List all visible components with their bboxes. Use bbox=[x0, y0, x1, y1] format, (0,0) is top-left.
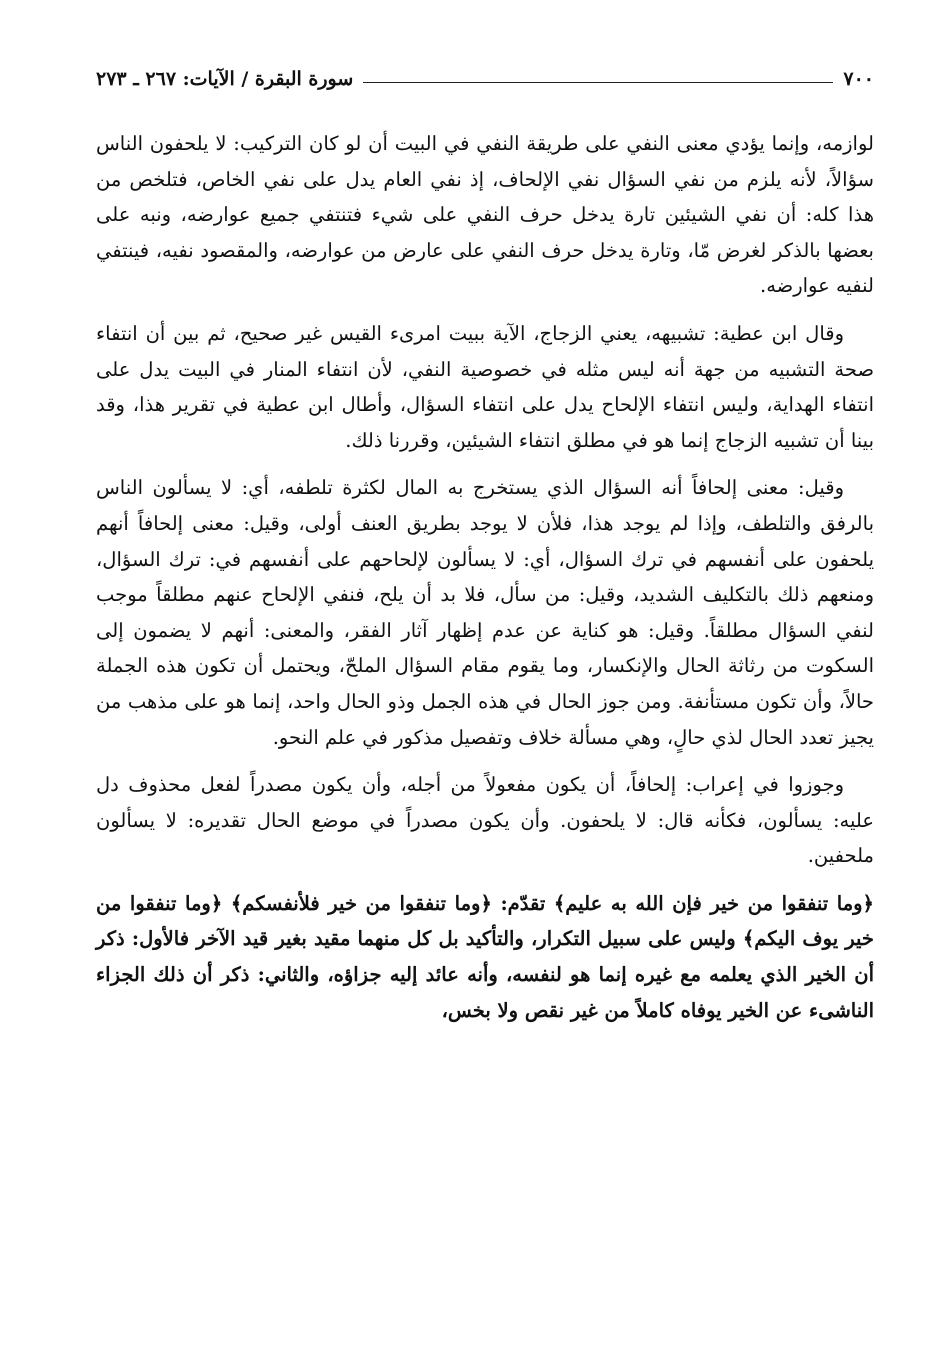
paragraph: وقال ابن عطية: تشبيهه، يعني الزجاج، الآية ببيت امرىء القيس غير صحيح، ثم بين أن انتفاء صحة التشبيه من جهة أنه ليس مثله في خصوصية النفي، لأن انتفاء المنار في البيت يدل على انتفاء الهداية، وليس انتفاء الإلحاح يدل على انتفاء السؤال، وأطال ابن عطية في تقرير هذا، وقد بينا أن تشبيه الزجاج إنما هو في مطلق انتفاء الشيئين، وقررنا ذلك. bbox=[96, 321, 874, 452]
paragraph: لوازمه، وإنما يؤدي معنى النفي على طريقة النفي في البيت أن لو كان التركيب: لا يلحفون الناس سؤالاً، لأنه يلزم من نفي السؤال نفي الإلحاف، إذ نفي العام يدل على نفي الخاص، فتلخص من هذا كله: أن نفي الشيئين تارة يدخل حرف النفي على شيء فتنتفي جميع عوارضه، ونبه على بعضها بالذكر لغرض مّا، وتارة يدخل حرف النفي على عارض من عوارضه، والمقصود نفيه، فينتفي لنفيه عوارضه. bbox=[96, 132, 874, 298]
paragraph: وجوزوا في إعراب: إلحافاً، أن يكون مفعولاً من أجله، وأن يكون مصدراً لفعل محذوف دل عليه: يسألون، فكأنه قال: لا يلحفون. وأن يكون مصدراً في موضع الحال تقديره: لا يسألون ملحفين. bbox=[96, 773, 874, 868]
page-number: ٧٠٠ bbox=[843, 68, 874, 90]
page-header bbox=[96, 60, 874, 90]
book-page bbox=[96, 60, 874, 1040]
running-title: سورة البقرة / الآيات: ٢٦٧ ـ ٢٧٣ bbox=[96, 68, 354, 90]
header-rule bbox=[363, 82, 833, 83]
paragraph: وقيل: معنى إلحافاً أنه السؤال الذي يستخرج به المال لكثرة تلطفه، أي: لا يسألون الناس بالرفق والتلطف، وإذا لم يوجد هذا، فلأن لا يوجد بطريق العنف أولى، وقيل: معنى إلحافاً أنهم يلحفون على أنفسهم في ترك السؤال، أي: لا يسألون لإلحاحهم على أنفسهم في: ترك السؤال، ومنعهم ذلك بالتكليف الشديد، وقيل: من سأل، فلا بد أن يلح، فنفي الإلحاح عنهم مطلقاً موجب لنفي السؤال مطلقاً. وقيل: هو كناية عن عدم إظهار آثار الفقر، والمعنى: أنهم لا يضمون إلى السكوت من رثاثة الحال والإنكسار، وما يقوم مقام السؤال الملحّ، ويحتمل أن تكون هذه الجملة حالاً، وأن تكون مستأنفة. ومن جوز الحال في هذه الجمل وذو الحال واحد، إنما هو على مذهب من يجيز تعدد الحال لذي حالٍ، وهي مسألة خلاف وتفصيل مذكور في علم النحو. bbox=[96, 476, 874, 749]
paragraph: ﴿وما تنفقوا من خير فإن الله به عليم﴾ تقدّم: ﴿وما تنفقوا من خير فلأنفسكم﴾ ﴿وما تنفقوا من خير يوف اليكم﴾ وليس على سبيل التكرار، والتأكيد بل كل منهما مقيد بغير قيد الآخر فالأول: ذكر أن الخير الذي يعلمه مع غيره إنما هو لنفسه، وأنه عائد إليه جزاؤه، والثاني: ذكر أن ذلك الجزاء الناشىء عن الخير يوفاه كاملاً من غير نقص ولا بخس، bbox=[96, 891, 874, 1022]
body-text bbox=[96, 126, 874, 1028]
